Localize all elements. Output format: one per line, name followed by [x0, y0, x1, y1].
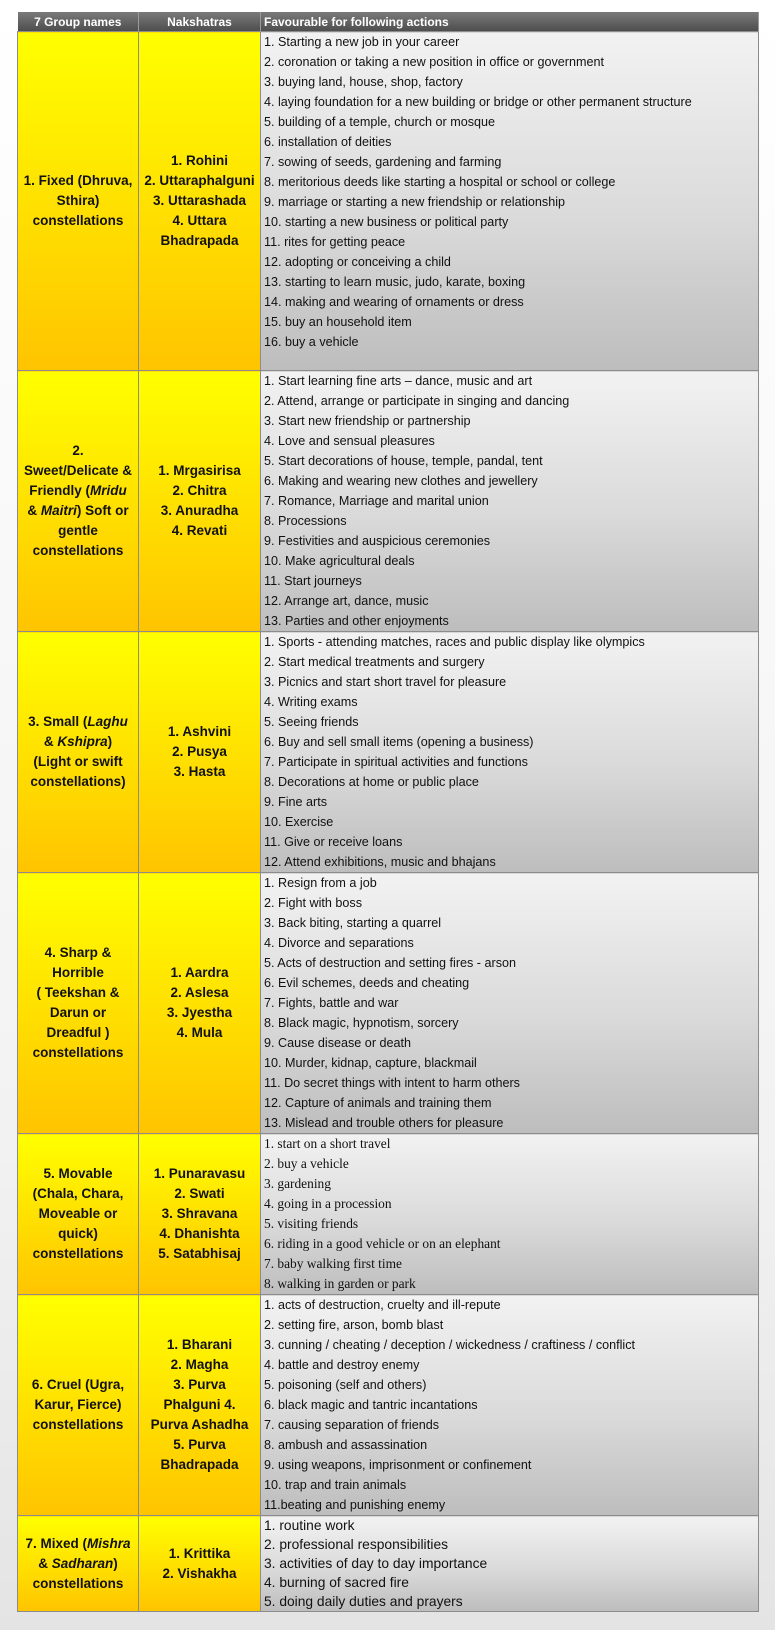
action-item: 12. Attend exhibitions, music and bhajans [264, 855, 496, 869]
action-item: 4. Writing exams [264, 695, 358, 709]
action-item: 11. Start journeys [264, 574, 362, 588]
action-item: 8. Processions [264, 514, 347, 528]
group-name-line [20, 772, 136, 792]
action-item: 6. Making and wearing new clothes and jewellery [264, 474, 538, 488]
action-item: 7. sowing of seeds, gardening and farming [264, 155, 502, 169]
action-item: 7. Participate in spiritual activities and functions [264, 755, 528, 769]
nakshatra-name: 1. Punaravasu [153, 1166, 246, 1181]
group-name-text: constellations [32, 543, 124, 558]
nakshatra-name: 4. Dhanishta [159, 1226, 240, 1241]
group-name-text: Darun or [49, 1005, 107, 1020]
nakshatra-name: 3. Uttarashada [152, 193, 247, 208]
nakshatra-name: 1. Rohini [171, 153, 228, 168]
group-name-line [20, 1003, 136, 1023]
action-item: 13. Parties and other enjoyments [264, 614, 449, 628]
actions-cell [261, 1295, 759, 1516]
nakshatra-name: 3. Jyestha [166, 1005, 233, 1020]
action-item: 2. coronation or taking a new position in office or government [264, 55, 605, 69]
action-item: 1. acts of destruction, cruelty and ill-repute [264, 1298, 501, 1312]
group-name-text: 6. Cruel (Ugra, [31, 1377, 125, 1392]
action-item: 4. burning of sacred fire [264, 1575, 409, 1590]
group-name-text: & [38, 1555, 52, 1571]
group-name-text: Karur, Fierce) [34, 1397, 122, 1412]
group-name-italic: Sadharan [51, 1555, 114, 1571]
group-name-line [20, 171, 136, 191]
nakshatra-name: 2. Magha [170, 1357, 229, 1372]
action-item: 1. Starting a new job in your career [264, 35, 460, 49]
group-name-italic: Kshipra [57, 734, 108, 749]
action-item: 8. walking in garden or park [264, 1276, 416, 1291]
nakshatra-name: 2. Chitra [172, 483, 227, 498]
nakshatras-cell [139, 632, 261, 873]
group-name-cell [18, 1516, 139, 1612]
nakshatras-cell [139, 873, 261, 1134]
action-item: 9. Fine arts [264, 795, 327, 809]
table-row [18, 1516, 759, 1612]
nakshatra-name: 1. Ashvini [167, 724, 232, 739]
nakshatras-cell [139, 1134, 261, 1295]
nakshatra-name: 2. Uttaraphalguni [144, 173, 255, 188]
action-item: 6. installation of deities [264, 135, 392, 149]
group-name-text: gentle [58, 523, 98, 538]
nakshatras-cell [139, 371, 261, 632]
table-row [18, 371, 759, 632]
nakshatras-cell [139, 1516, 261, 1612]
action-item: 5. Start decorations of house, temple, pandal, tent [264, 454, 543, 468]
action-item: 16. buy a vehicle [264, 335, 359, 349]
action-item: 9. using weapons, imprisonment or confinement [264, 1458, 532, 1472]
group-name-line [20, 441, 136, 461]
action-item: 6. black magic and tantric incantations [264, 1398, 478, 1412]
nakshatra-name: 3. Anuradha [160, 503, 239, 518]
action-item: 12. Capture of animals and training them [264, 1096, 492, 1110]
action-item: 9. marriage or starting a new friendship or relationship [264, 195, 566, 209]
action-item: 6. Buy and sell small items (opening a business) [264, 735, 534, 749]
action-item: 14. making and wearing of ornaments or dress [264, 295, 524, 309]
group-name-cell [18, 1295, 139, 1516]
action-item: 15. buy an household item [264, 315, 412, 329]
group-name-text: (Light or swift [33, 754, 123, 769]
group-name-line [20, 1375, 136, 1395]
group-name-text: 3. Small ( [28, 714, 88, 729]
group-name-italic: Mishra [87, 1535, 131, 1551]
group-name-text: ) [107, 734, 113, 749]
action-item: 9. Festivities and auspicious ceremonies [264, 534, 491, 548]
group-name-text: constellations [32, 1417, 124, 1432]
group-name-line [20, 732, 136, 752]
action-item: 11.beating and punishing enemy [264, 1498, 446, 1512]
table-body [18, 32, 759, 1612]
group-name-text: 1. Fixed (Dhruva, [23, 173, 133, 188]
header-row [18, 12, 759, 32]
group-name-text: ) [113, 1555, 118, 1571]
group-name-text: Friendly ( [29, 483, 90, 498]
action-item: 13. starting to learn music, judo, karate, boxing [264, 275, 526, 289]
action-item: 2. Attend, arrange or participate in singing and dancing [264, 394, 570, 408]
action-item: 1. routine work [264, 1518, 355, 1533]
actions-cell [261, 873, 759, 1134]
group-name-line [20, 712, 136, 732]
nakshatra-name: 2. Vishakha [162, 1565, 237, 1581]
action-item: 13. Mislead and trouble others for pleasure [264, 1116, 504, 1130]
group-name-text: & [27, 503, 41, 518]
action-item: 4. laying foundation for a new building or bridge or other permanent structure [264, 95, 692, 109]
action-item: 4. going in a procession [264, 1196, 392, 1211]
action-item: 10. Exercise [264, 815, 334, 829]
actions-cell [261, 1134, 759, 1295]
action-item: 3. Picnics and start short travel for pleasure [264, 675, 507, 689]
group-name-text: constellations [32, 1246, 124, 1261]
nakshatra-name: 2. Aslesa [170, 985, 229, 1000]
group-name-line [20, 1554, 136, 1574]
action-item: 8. meritorious deeds like starting a hospital or school or college [264, 175, 616, 189]
group-name-line [20, 191, 136, 211]
action-item: 4. Divorce and separations [264, 936, 414, 950]
nakshatra-name: 4. Uttara [172, 213, 227, 228]
action-item: 7. Fights, battle and war [264, 996, 399, 1010]
group-name-text: Dreadful ) [46, 1025, 110, 1040]
nakshatra-name: Bhadrapada [160, 1457, 239, 1472]
group-name-line [20, 1224, 136, 1244]
group-name-line [20, 943, 136, 963]
action-item: 1. Sports - attending matches, races and public display like olympics [264, 635, 645, 649]
action-item: 5. Seeing friends [264, 715, 359, 729]
action-item: 10. Make agricultural deals [264, 554, 415, 568]
group-name-text: Sthira) [56, 193, 100, 208]
group-name-text: Moveable or [38, 1206, 118, 1221]
nakshatra-name: 1. Bharani [166, 1337, 233, 1352]
action-item: 3. Start new friendship or partnership [264, 414, 471, 428]
group-name-line [20, 1023, 136, 1043]
action-item: 5. doing daily duties and prayers [264, 1594, 463, 1609]
nakshatra-name: 5. Satabhisaj [158, 1246, 241, 1261]
group-name-line [20, 501, 136, 521]
nakshatra-name: 1. Krittika [168, 1545, 231, 1561]
action-item: 6. Evil schemes, deeds and cheating [264, 976, 470, 990]
action-item: 6. riding in a good vehicle or on an elephant [264, 1236, 501, 1251]
action-item: 10. Murder, kidnap, capture, blackmail [264, 1056, 477, 1070]
nakshatras-cell [139, 32, 261, 371]
nakshatra-name: Bhadrapada [160, 233, 239, 248]
action-item: 4. battle and destroy enemy [264, 1358, 420, 1372]
header-group-names: 7 Group names [18, 12, 139, 32]
nakshatra-name: 4. Mula [176, 1025, 223, 1040]
action-item: 5. visiting friends [264, 1216, 359, 1231]
group-name-text: (Chala, Chara, [32, 1186, 124, 1201]
group-name-cell [18, 32, 139, 371]
group-name-cell [18, 873, 139, 1134]
nakshatra-name: 2. Swati [174, 1186, 225, 1201]
action-item: 3. Back biting, starting a quarrel [264, 916, 442, 930]
group-name-line [20, 461, 136, 481]
action-item: 1. start on a short travel [264, 1136, 391, 1151]
group-name-text: 2. [72, 443, 84, 458]
actions-cell [261, 632, 759, 873]
nakshatra-name: 4. Revati [171, 523, 228, 538]
group-name-line [20, 983, 136, 1003]
action-item: 11. rites for getting peace [264, 235, 406, 249]
action-item: 5. poisoning (self and others) [264, 1378, 427, 1392]
header-favourable-actions: Favourable for following actions [261, 12, 759, 32]
table-row [18, 873, 759, 1134]
action-item: 5. building of a temple, church or mosque [264, 115, 496, 129]
actions-cell [261, 371, 759, 632]
action-item: 11. Do secret things with intent to harm others [264, 1076, 520, 1090]
nakshatra-name: 3. Shravana [161, 1206, 238, 1221]
group-name-italic: Mridu [90, 483, 127, 498]
group-name-text: Horrible [52, 965, 104, 980]
action-item: 8. ambush and assassination [264, 1438, 428, 1452]
group-name-line [20, 521, 136, 541]
actions-cell [261, 32, 759, 371]
group-name-line [20, 211, 136, 231]
action-item: 7. causing separation of friends [264, 1418, 440, 1432]
action-item: 8. Black magic, hypnotism, sorcery [264, 1016, 459, 1030]
group-name-text: quick) [58, 1226, 98, 1241]
action-item: 10. trap and train animals [264, 1478, 407, 1492]
action-item: 3. buying land, house, shop, factory [264, 75, 463, 89]
nakshatra-name: 3. Purva [173, 1377, 226, 1392]
group-name-text: 5. Movable [43, 1166, 113, 1181]
nakshatra-name: 1. Mrgasirisa [158, 463, 241, 478]
action-item: 12. Arrange art, dance, music [264, 594, 429, 608]
group-name-line [20, 1534, 136, 1554]
nakshatra-table [17, 12, 759, 1612]
action-item: 9. Cause disease or death [264, 1036, 412, 1050]
group-name-text: constellations [32, 1045, 124, 1060]
group-name-line [20, 1244, 136, 1264]
group-name-line [20, 1395, 136, 1415]
group-name-italic: Maitri [40, 503, 77, 518]
action-item: 1. Resign from a job [264, 876, 377, 890]
table-row [18, 32, 759, 371]
action-item: 3. gardening [264, 1176, 331, 1191]
table-row [18, 632, 759, 873]
group-name-text: Sweet/Delicate & [23, 463, 133, 478]
group-name-cell [18, 1134, 139, 1295]
group-name-text: ) Soft or [76, 503, 129, 518]
actions-cell [261, 1516, 759, 1612]
action-item: 7. baby walking first time [264, 1256, 402, 1271]
action-item: 7. Romance, Marriage and marital union [264, 494, 489, 508]
action-item: 2. buy a vehicle [264, 1156, 349, 1171]
action-item: 5. Acts of destruction and setting fires - arson [264, 956, 517, 970]
group-name-text: constellations [32, 1575, 124, 1591]
nakshatra-name: 5. Purva [173, 1437, 226, 1452]
nakshatra-name: 1. Aardra [170, 965, 229, 980]
group-name-line [20, 752, 136, 772]
action-item: 11. Give or receive loans [264, 835, 403, 849]
group-name-line [20, 1574, 136, 1594]
group-name-line [20, 481, 136, 501]
group-name-line [20, 963, 136, 983]
action-item: 3. cunning / cheating / deception / wickedness / craftiness / conflict [264, 1338, 636, 1352]
group-name-cell [18, 371, 139, 632]
nakshatras-cell [139, 1295, 261, 1516]
group-name-line [20, 1184, 136, 1204]
group-name-text: 4. Sharp & [44, 945, 112, 960]
header-nakshatras: Nakshatras [139, 12, 261, 32]
group-name-cell [18, 632, 139, 873]
group-name-line [20, 1043, 136, 1063]
action-item: 4. Love and sensual pleasures [264, 434, 435, 448]
group-name-line [20, 541, 136, 561]
group-name-line [20, 1164, 136, 1184]
nakshatra-name: Phalguni 4. [163, 1397, 236, 1412]
action-item: 2. Start medical treatments and surgery [264, 655, 485, 669]
action-item: 10. starting a new business or political party [264, 215, 509, 229]
nakshatra-name: 3. Hasta [173, 764, 226, 779]
nakshatra-name: 2. Pusya [172, 744, 227, 759]
action-item: 2. setting fire, arson, bomb blast [264, 1318, 444, 1332]
action-item: 3. activities of day to day importance [264, 1556, 488, 1571]
nakshatra-name: Purva Ashadha [150, 1417, 249, 1432]
group-name-italic: Laghu [87, 714, 128, 729]
group-name-text: 7. Mixed ( [25, 1535, 87, 1551]
action-item: 2. professional responsibilities [264, 1537, 449, 1552]
action-item: 8. Decorations at home or public place [264, 775, 479, 789]
group-name-text: constellations [32, 213, 124, 228]
action-item: 1. Start learning fine arts – dance, music and art [264, 374, 533, 388]
action-item: 2. Fight with boss [264, 896, 362, 910]
group-name-text: & [43, 734, 58, 749]
group-name-line [20, 1415, 136, 1435]
group-name-text: ( Teekshan & [36, 985, 120, 1000]
table-row [18, 1295, 759, 1516]
group-name-text: constellations) [30, 774, 126, 789]
table-row [18, 1134, 759, 1295]
action-item: 12. adopting or conceiving a child [264, 255, 451, 269]
group-name-line [20, 1204, 136, 1224]
